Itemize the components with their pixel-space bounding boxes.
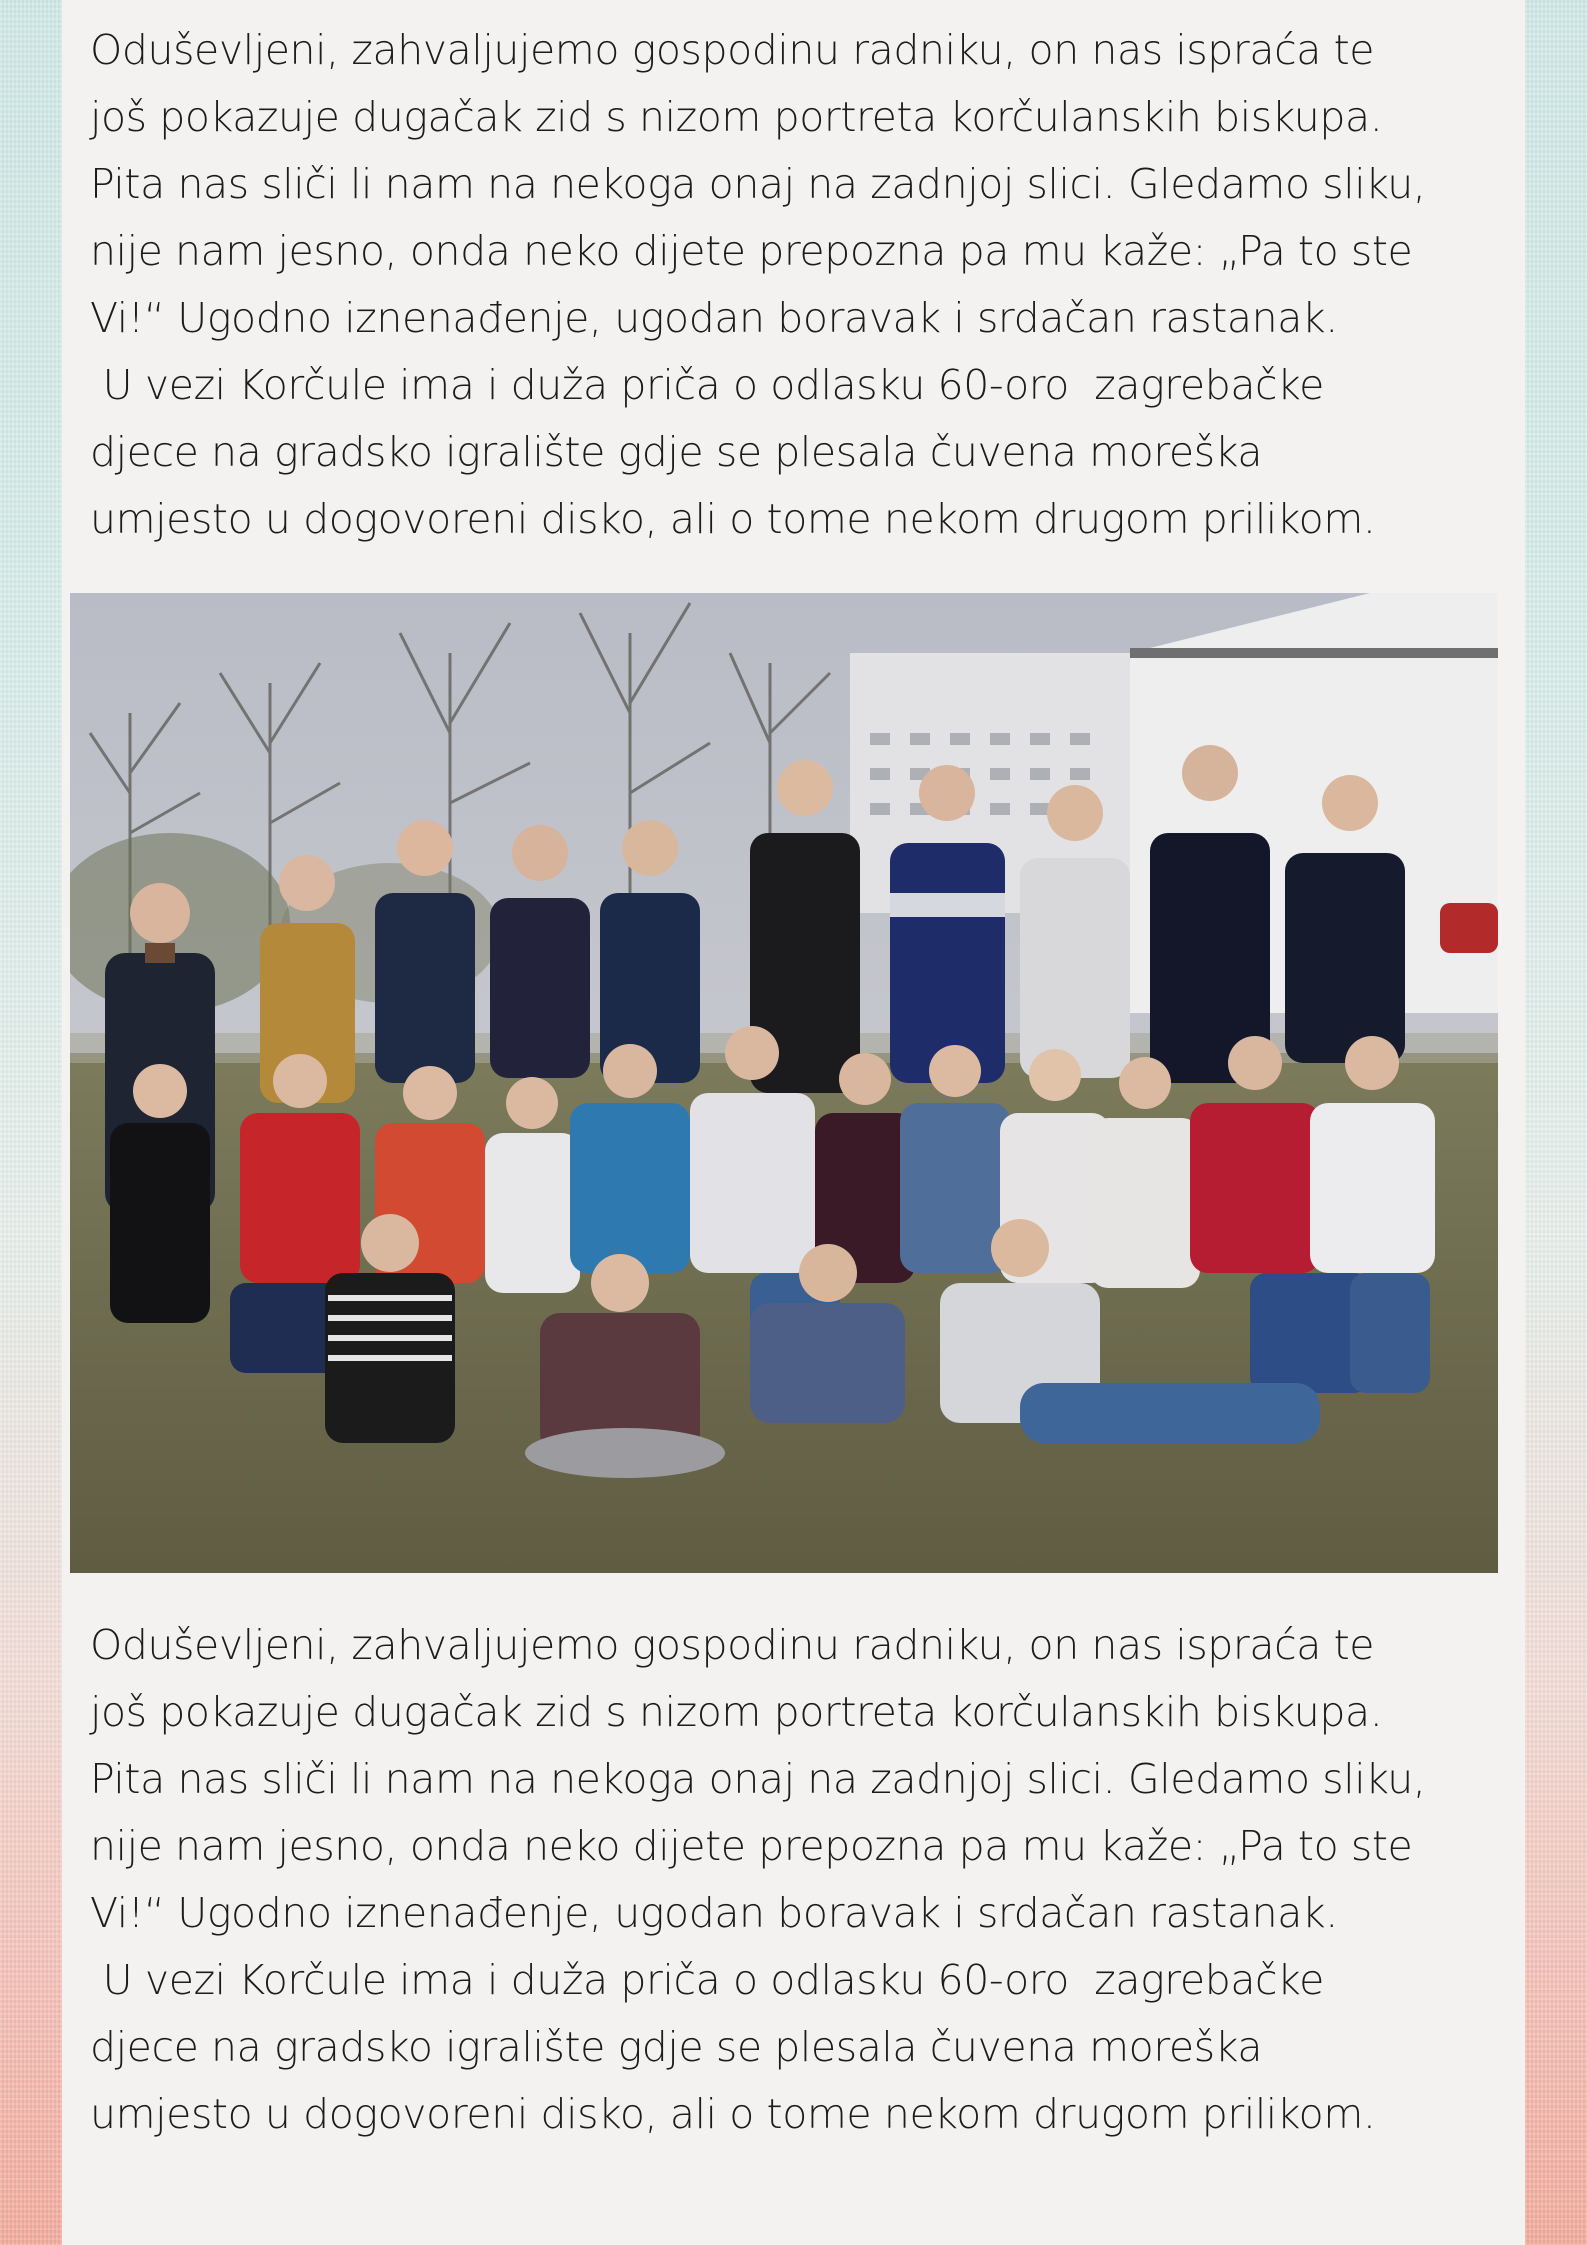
- paragraph-line: umjesto u dogovoreni disko, ali o tome nekom drugom prilikom.: [90, 495, 1376, 543]
- paragraph-line: Pita nas sliči li nam na nekoga onaj na zadnjoj slici. Gledamo sliku,: [90, 160, 1426, 208]
- paragraph-bottom: [90, 1612, 1510, 2148]
- paragraph-line: djece na gradsko igralište gdje se plesala čuvena moreška: [90, 428, 1263, 476]
- left-background-strip: [0, 0, 62, 2245]
- paragraph-line: Pita nas sliči li nam na nekoga onaj na zadnjoj slici. Gledamo sliku,: [90, 1755, 1426, 1803]
- paragraph-line: Oduševljeni, zahvaljujemo gospodinu radniku, on nas ispraća te: [90, 26, 1375, 74]
- right-background-strip: [1525, 0, 1587, 2245]
- class-group-photo: [70, 593, 1498, 1573]
- paragraph-line: umjesto u dogovoreni disko, ali o tome nekom drugom prilikom.: [90, 2090, 1376, 2138]
- paragraph-line: U vezi Korčule ima i duža priča o odlasku 60-oro zagrebačke: [90, 361, 1324, 409]
- paragraph-line: nije nam jesno, onda neko dijete prepozna pa mu kaže: „Pa to ste: [90, 227, 1413, 275]
- paragraph-line: Oduševljeni, zahvaljujemo gospodinu radniku, on nas ispraća te: [90, 1621, 1375, 1669]
- paragraph-line: nije nam jesno, onda neko dijete prepozna pa mu kaže: „Pa to ste: [90, 1822, 1413, 1870]
- paragraph-line: Vi!“ Ugodno iznenađenje, ugodan boravak i srdačan rastanak.: [90, 1889, 1338, 1937]
- paragraph-line: Vi!“ Ugodno iznenađenje, ugodan boravak i srdačan rastanak.: [90, 294, 1338, 342]
- paragraph-top: [90, 17, 1510, 553]
- paragraph-line: još pokazuje dugačak zid s nizom portreta korčulanskih biskupa.: [90, 93, 1383, 141]
- paragraph-line: još pokazuje dugačak zid s nizom portreta korčulanskih biskupa.: [90, 1688, 1383, 1736]
- paragraph-line: djece na gradsko igralište gdje se plesala čuvena moreška: [90, 2023, 1263, 2071]
- paragraph-line: U vezi Korčule ima i duža priča o odlasku 60-oro zagrebačke: [90, 1956, 1324, 2004]
